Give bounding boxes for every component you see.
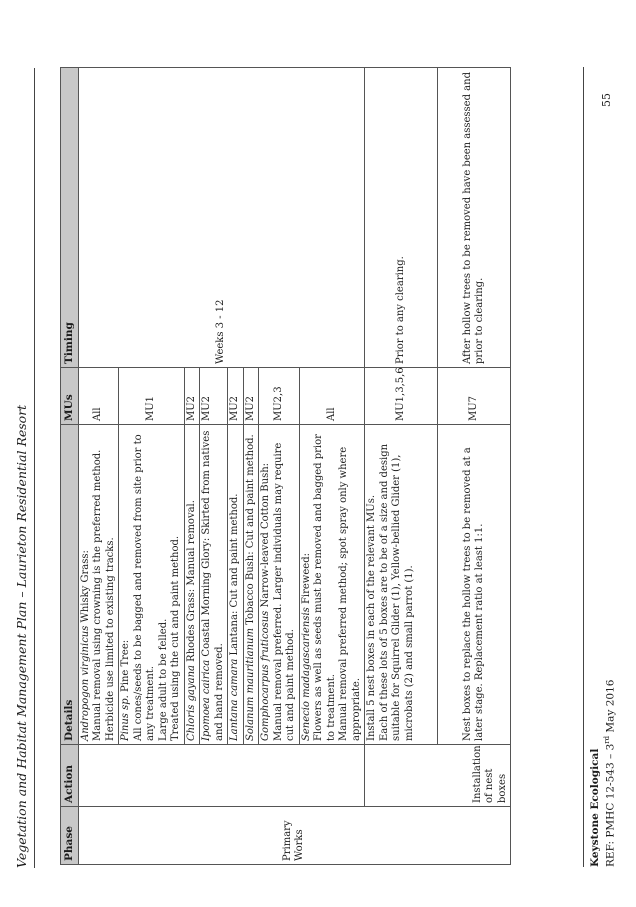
details-line: Manual removal using crowning is the preferred method. [92, 449, 103, 741]
species-name: Gomphocarpus fruticosus [260, 610, 271, 741]
details-line: Flowers as well as seeds must be removed and bagged prior to treatment. [313, 434, 337, 741]
species-common: Pine Tree: [120, 639, 131, 696]
mus-cell: All [78, 368, 119, 425]
mus-cell: MU1 [119, 368, 185, 425]
mus-cell: MU7 [438, 368, 511, 425]
col-header-details: Details [61, 425, 79, 745]
page-header-title: Vegetation and Habitat Management Plan – Laurieton Residential Resort [14, 404, 29, 868]
col-header-action: Action [61, 745, 79, 807]
page-number: 55 [600, 93, 613, 107]
species-common: Lantana: Cut and paint method. [229, 493, 240, 659]
mus-cell: MU1,3,5,6 [365, 368, 438, 425]
details-cell [78, 425, 119, 745]
details-line: Manual removal preferred. Larger individuals may require cut and paint method. [272, 442, 296, 741]
col-header-phase: Phase [61, 807, 79, 865]
details-cell [259, 425, 300, 745]
species-common: Tobacco Bush: Cut and paint method. [244, 434, 256, 629]
details-cell [243, 425, 259, 745]
action-cell: Installation of nest boxes [365, 745, 511, 807]
details-cell [119, 425, 185, 745]
species-common: Rhodes Grass: Manual removal. [185, 500, 197, 666]
header-divider [34, 68, 35, 868]
footer-reference [603, 680, 617, 867]
footer-divider [583, 67, 584, 867]
details-cell [228, 425, 244, 745]
action-cell-empty [78, 745, 365, 807]
mus-cell: MU2,3 [259, 368, 300, 425]
table-header-row [61, 68, 79, 865]
footer-ref-sup: rd [603, 735, 611, 744]
species-common: Fireweed: [300, 553, 312, 608]
species-name: Chloris gayana [185, 665, 197, 741]
details-line: Each of these lots of 5 boxes are to be of a size and design suitable for Squirrel Glider (1), Yellow-bellied Glider (1), microbats (2) and small parrot (1). [378, 443, 415, 741]
details-line: Herbicide use limited to existing tracks. [104, 537, 116, 741]
species-name: Solanum mauritianum [244, 628, 256, 741]
details-cell: Nest boxes to replace the hollow trees to be removed at a later stage. Replacement ratio at least 1:1. [438, 425, 511, 745]
species-common: Narrow-leaved Cotton Bush: [260, 462, 271, 611]
footer-company: Keystone Ecological [589, 748, 601, 867]
mus-cell: All [299, 368, 365, 425]
timing-cell: Weeks 3 - 12 [78, 68, 365, 368]
details-cell [299, 425, 365, 745]
details-line: Large adult to be felled. [157, 618, 169, 741]
phase-cell: Primary Works [78, 807, 511, 865]
species-name: Ipomoea cairica [201, 659, 212, 741]
details-cell [365, 425, 438, 745]
details-line: Treated using the cut and paint method. [170, 535, 181, 741]
footer-ref-prefix: REF: PMHC 12-543 – 3 [604, 743, 617, 867]
details-cell [200, 425, 228, 745]
species-common: Coastal Morning Glory: Skirted from natives and hand removed. [201, 430, 225, 741]
species-name: Senecio madagascariensis [300, 607, 312, 741]
col-header-timing: Timing [61, 68, 79, 368]
details-cell [184, 425, 200, 745]
mus-cell: MU2 [243, 368, 259, 425]
col-header-mus: MUs [61, 368, 79, 425]
footer-ref-suffix: May 2016 [604, 679, 617, 736]
details-line: All cones/seeds to be bagged and removed from site prior to any treatment. [132, 434, 156, 741]
details-line: Manual removal preferred method; spot spray only where appropriate. [338, 446, 362, 741]
table-row [78, 68, 119, 865]
species-name: Pinus sp. [120, 695, 131, 741]
timing-cell: After hollow trees to be removed have been assessed and prior to clearing. [438, 68, 511, 368]
details-line: Install 5 nest boxes in each of the relevant MUs. [366, 494, 377, 741]
table-row [365, 68, 438, 865]
species-common: Whisky Grass: [79, 550, 91, 626]
management-table [60, 67, 511, 865]
mus-cell: MU2 [228, 368, 244, 425]
species-name: Andropogon virginicus [79, 625, 91, 741]
mus-cell: MU2 [200, 368, 228, 425]
species-name: Lantana camara [229, 658, 240, 741]
timing-cell: Prior to any clearing. [365, 68, 438, 368]
mus-cell: MU2 [184, 368, 200, 425]
